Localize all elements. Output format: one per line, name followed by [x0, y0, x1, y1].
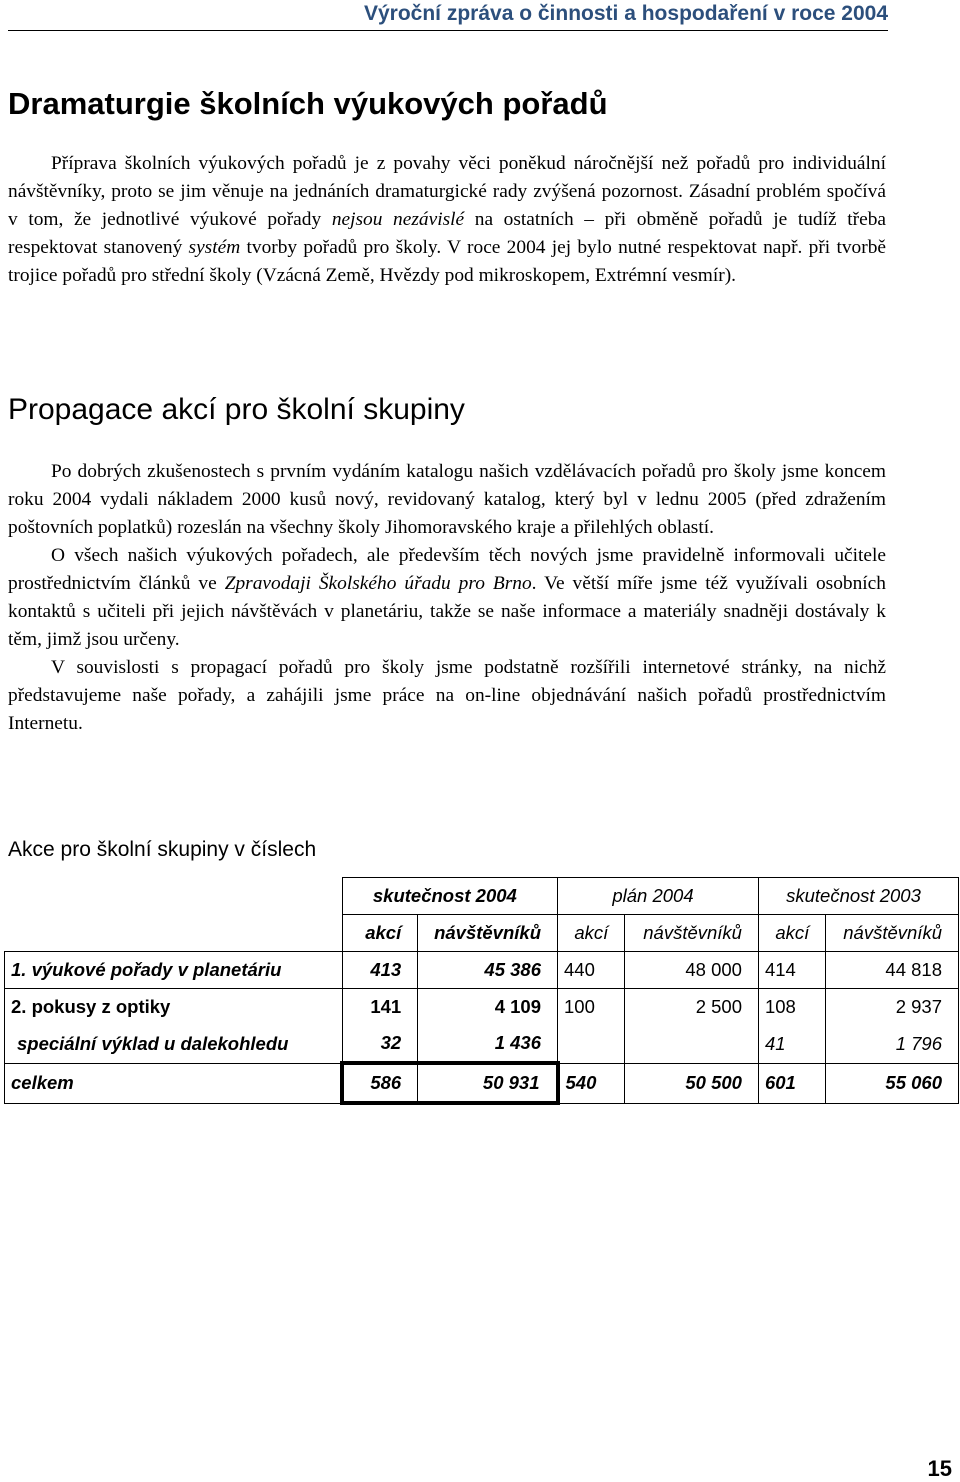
- empty-cell: [5, 878, 343, 915]
- table-cell: 50 500: [625, 1063, 759, 1103]
- table-row: [5, 952, 959, 989]
- stats-table: [4, 877, 959, 1105]
- empty-cell: [5, 915, 343, 952]
- table-header-row: [5, 878, 959, 915]
- paragraph: Po dobrých zkušenostech s prvním vydáním katalogu našich vzdělávacích pořadů pro školy jsme koncem roku 2004 vydali nákladem 2000 kusů nový, revidovaný katalog, který byl v lednu 2005 (před zdražením poštovních poplatků) rozeslán na všechny školy Jihomoravského kraje a přilehlých oblastí.: [8, 461, 886, 538]
- table-heading: Akce pro školní skupiny v číslech: [8, 838, 317, 861]
- column-header: návštěvníků: [625, 915, 759, 952]
- table-cell: [625, 1025, 759, 1063]
- row-label: celkem: [5, 1063, 343, 1103]
- column-header: akcí: [342, 915, 418, 952]
- table-cell: 44 818: [826, 952, 959, 989]
- row-label: 1. výukové pořady v planetáriu: [5, 952, 343, 989]
- table-subheader-row: [5, 915, 959, 952]
- table-row: [5, 989, 959, 1026]
- table-cell: 2 937: [826, 989, 959, 1026]
- group-header: skutečnost 2004: [342, 878, 557, 915]
- section-heading-dramaturgie: Dramaturgie školních výukových pořadů: [8, 86, 608, 121]
- table-cell: 48 000: [625, 952, 759, 989]
- text-run: O všech našich výukových pořadech, ale především těch nových jsme pravidelně informovali učitele prostřednictvím článků ve: [8, 545, 886, 594]
- row-label: 2. pokusy z optiky: [5, 989, 343, 1026]
- text-run: Příprava školních výukových pořadů je z povahy věci poněkud náročnější než pořadů pro individuální návštěvníky, proto se jim věnuje na jednáních dramaturgické rady zvýšená pozornost. Zásadní problém spočívá v tom, že jednotlivé výukové pořady: [8, 153, 886, 230]
- text-run: na ostatních – při obměně pořadů je tudíž třeba respektovat stanovený: [8, 209, 886, 258]
- table-cell: 2 500: [625, 989, 759, 1026]
- table-cell: 45 386: [418, 952, 558, 989]
- group-header: skutečnost 2003: [758, 878, 958, 915]
- table-cell: 41: [758, 1025, 825, 1063]
- table-cell: 50 931: [418, 1063, 558, 1103]
- table-cell: 4 109: [418, 989, 558, 1026]
- group-header: plán 2004: [558, 878, 759, 915]
- column-header: akcí: [758, 915, 825, 952]
- table-cell: 440: [558, 952, 625, 989]
- section-propagace-text: [8, 458, 886, 738]
- emphasis-text: nejsou nezávislé: [331, 209, 465, 230]
- row-label: speciální výklad u dalekohledu: [5, 1025, 343, 1063]
- paragraph: V souvislosti s propagací pořadů pro školy jsme podstatně rozšířili internetové stránky, na nichž představujeme naše pořady, a zahájili jsme práce na on-line objednávání našich pořadů prostřednictvím Internetu.: [8, 657, 886, 734]
- table-cell: 601: [758, 1063, 825, 1103]
- paragraph: [8, 542, 886, 654]
- table-cell: 55 060: [826, 1063, 959, 1103]
- running-header: Výroční zpráva o činnosti a hospodaření v roce 2004: [363, 2, 888, 25]
- table-cell: 586: [342, 1063, 418, 1103]
- table-cell: 32: [342, 1025, 418, 1063]
- emphasis-text: Zpravodaji Školského úřadu pro Brno: [224, 573, 532, 594]
- column-header: návštěvníků: [418, 915, 558, 952]
- section-dramaturgie-text: [8, 150, 886, 290]
- header-rule: [8, 30, 888, 31]
- column-header: akcí: [558, 915, 625, 952]
- emphasis-text: systém: [188, 237, 241, 258]
- table-total-row: [5, 1063, 959, 1103]
- page-number: 15: [927, 1456, 952, 1481]
- table-cell: [558, 1025, 625, 1063]
- text-run: tvorby pořadů pro školy. V roce 2004 jej bylo nutné respektovat např. při tvorbě trojice pořadů pro střední školy (Vzácná Země, Hvězdy pod mikroskopem, Extrémní vesmír).: [8, 237, 886, 286]
- paragraph: [8, 150, 886, 290]
- text-run: . Ve větší míře jsme též využívali osobních kontaktů s učiteli při jejich návštěvách v planetáriu, takže se naše informace a materiály snadněji dostávaly k těm, jimž jsou určeny.: [8, 573, 886, 650]
- table-cell: 141: [342, 989, 418, 1026]
- table-cell: 100: [558, 989, 625, 1026]
- table-cell: 540: [558, 1063, 625, 1103]
- column-header: návštěvníků: [826, 915, 959, 952]
- table-cell: 413: [342, 952, 418, 989]
- table-cell: 1 796: [826, 1025, 959, 1063]
- table-cell: 108: [758, 989, 825, 1026]
- table-cell: 1 436: [418, 1025, 558, 1063]
- section-heading-propagace: Propagace akcí pro školní skupiny: [8, 393, 465, 426]
- table-row: [5, 1025, 959, 1063]
- table-cell: 414: [758, 952, 825, 989]
